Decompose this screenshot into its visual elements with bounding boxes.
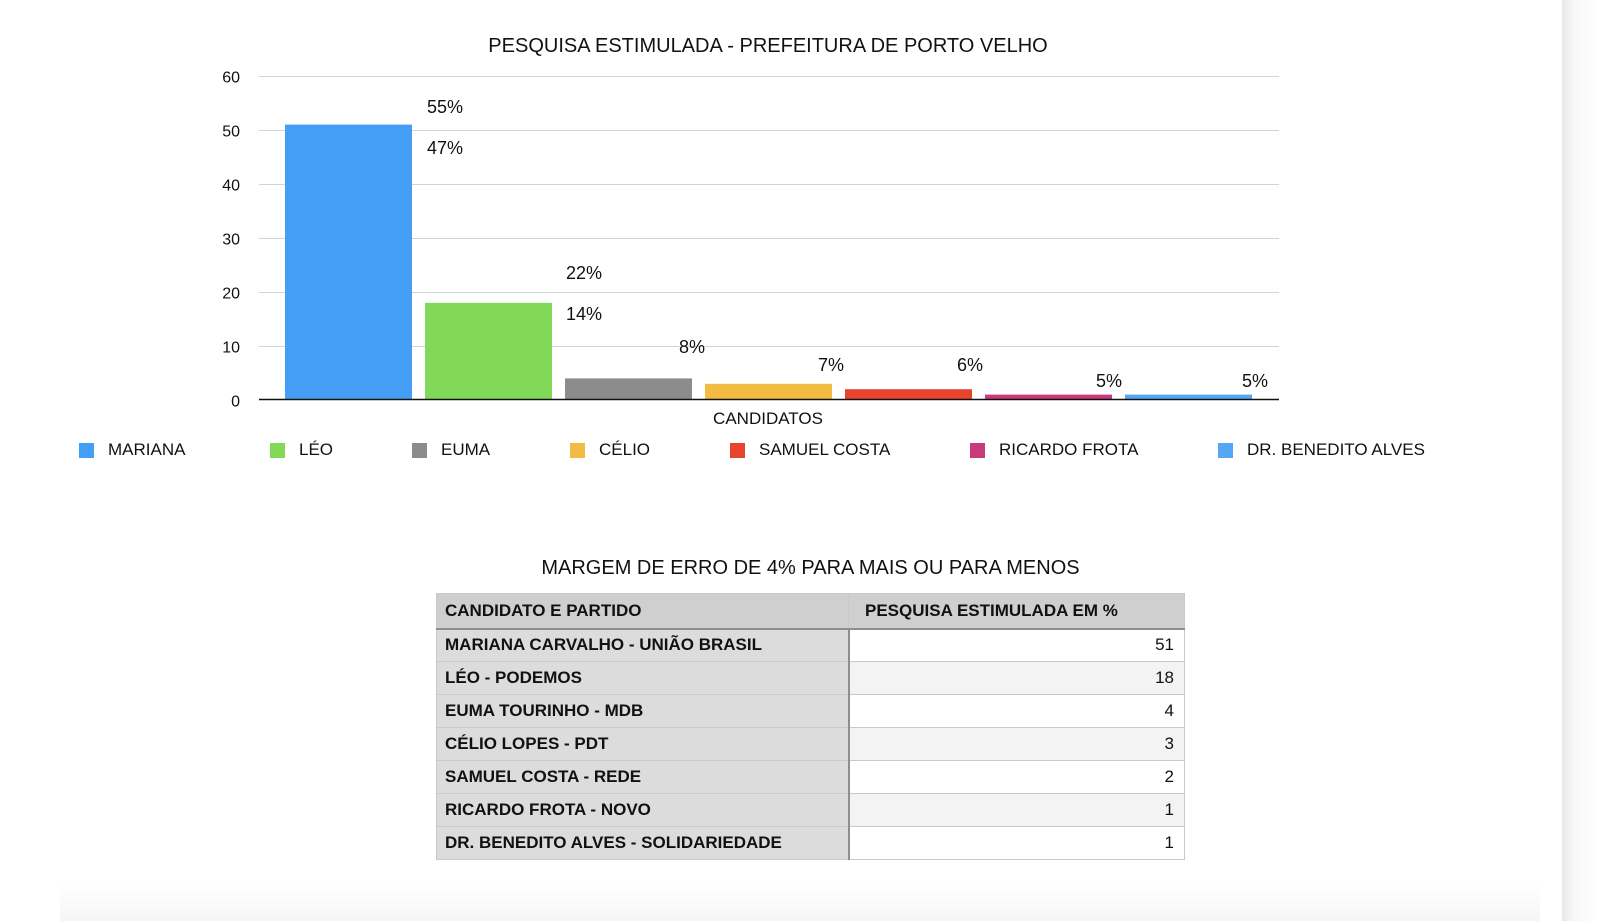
percent-cell: 4 xyxy=(849,695,1185,728)
data-label: 5% xyxy=(1241,371,1269,391)
candidate-cell: MARIANA CARVALHO - UNIÃO BRASIL xyxy=(437,629,849,662)
data-label: 55% xyxy=(426,97,464,117)
header-candidate: CANDIDATO E PARTIDO xyxy=(437,594,849,629)
y-tick-label: 0 xyxy=(231,393,240,411)
bar-c-lio xyxy=(705,384,832,400)
data-label: 14% xyxy=(565,304,603,324)
data-label: 22% xyxy=(565,263,603,283)
header-percent: PESQUISA ESTIMULADA EM % xyxy=(849,594,1185,629)
legend-label: RICARDO FROTA xyxy=(999,440,1139,459)
y-axis-ticks xyxy=(222,70,240,411)
candidate-cell: CÉLIO LOPES - PDT xyxy=(437,728,849,761)
legend-item xyxy=(730,440,890,460)
bars xyxy=(285,125,1252,400)
y-tick-label: 40 xyxy=(222,177,240,195)
table-row xyxy=(437,662,1185,695)
y-tick-label: 10 xyxy=(222,339,240,357)
legend-item xyxy=(270,440,333,460)
bar-mariana xyxy=(285,125,412,400)
legend-swatch xyxy=(412,443,427,458)
bar-l-o xyxy=(425,303,552,400)
legend-label: MARIANA xyxy=(108,440,186,459)
candidate-cell: LÉO - PODEMOS xyxy=(437,662,849,695)
data-label: 6% xyxy=(956,355,984,375)
legend-swatch xyxy=(79,443,94,458)
chart-title: PESQUISA ESTIMULADA - PREFEITURA DE PORTO VELHO xyxy=(488,35,1048,57)
y-tick-label: 30 xyxy=(222,231,240,249)
legend-item xyxy=(570,440,650,460)
legend-label: SAMUEL COSTA xyxy=(759,440,891,459)
percent-cell: 3 xyxy=(849,728,1185,761)
table-header-row xyxy=(437,594,1185,629)
percent-cell: 1 xyxy=(849,827,1185,860)
candidate-cell: SAMUEL COSTA - REDE xyxy=(437,761,849,794)
legend-item xyxy=(970,440,1138,460)
table-row xyxy=(437,629,1185,662)
data-label: 47% xyxy=(426,138,464,158)
legend-label: LÉO xyxy=(299,440,334,459)
percent-cell: 1 xyxy=(849,794,1185,827)
bottom-shade xyxy=(60,884,1540,921)
table-row xyxy=(437,794,1185,827)
percent-cell: 51 xyxy=(849,629,1185,662)
bar-samuel-costa xyxy=(845,389,972,400)
legend-swatch xyxy=(970,443,985,458)
data-label: 8% xyxy=(678,337,706,357)
chart-legend xyxy=(0,440,1600,466)
legend-item xyxy=(412,440,490,460)
legend-item xyxy=(79,440,185,460)
y-tick-label: 60 xyxy=(222,69,240,87)
y-tick-label: 20 xyxy=(222,285,240,303)
data-label: 7% xyxy=(817,355,845,375)
table-row xyxy=(437,695,1185,728)
table-row xyxy=(437,827,1185,860)
data-label: 5% xyxy=(1095,371,1123,391)
legend-swatch xyxy=(730,443,745,458)
candidate-cell: EUMA TOURINHO - MDB xyxy=(437,695,849,728)
legend-swatch xyxy=(570,443,585,458)
y-tick-label: 50 xyxy=(222,123,240,141)
legend-label: DR. BENEDITO ALVES xyxy=(1247,440,1425,459)
legend-label: CÉLIO xyxy=(599,440,651,459)
bar-chart xyxy=(0,0,1600,440)
legend-swatch xyxy=(270,443,285,458)
percent-cell: 18 xyxy=(849,662,1185,695)
legend-swatch xyxy=(1218,443,1233,458)
table-row xyxy=(437,761,1185,794)
right-edge-shadow xyxy=(1562,0,1600,921)
table-row xyxy=(437,728,1185,761)
candidate-cell: DR. BENEDITO ALVES - SOLIDARIEDADE xyxy=(437,827,849,860)
percent-cell: 2 xyxy=(849,761,1185,794)
legend-item xyxy=(1218,440,1425,460)
legend-label: EUMA xyxy=(441,440,491,459)
x-axis-label: CANDIDATOS xyxy=(713,409,823,428)
bar-euma xyxy=(565,378,692,400)
candidate-cell: RICARDO FROTA - NOVO xyxy=(437,794,849,827)
results-table xyxy=(436,593,1185,860)
table-title: MARGEM DE ERRO DE 4% PARA MAIS OU PARA MENOS xyxy=(541,557,1080,579)
